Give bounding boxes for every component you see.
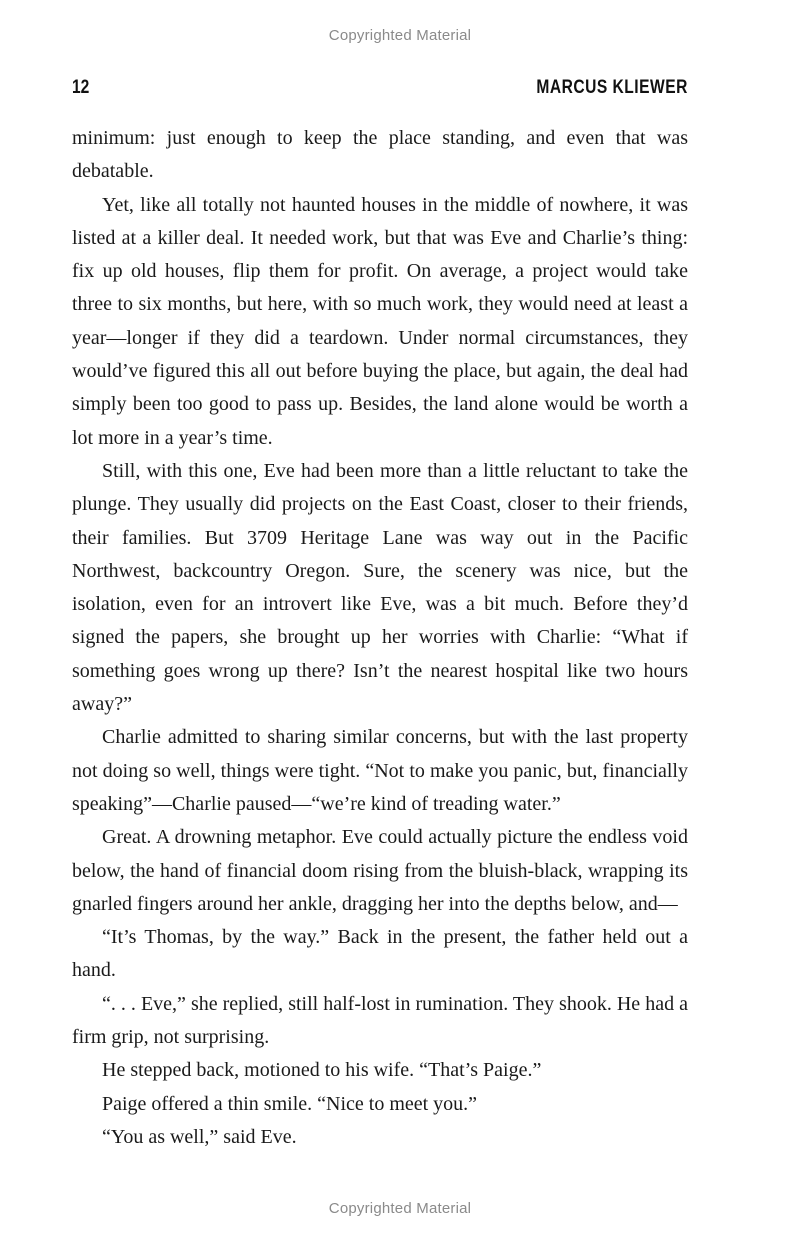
paragraph: Yet, like all totally not haunted houses in the middle of nowhere, it was listed at a killer deal. It needed work, but that was Eve and Charlie’s thing: fix up old houses, flip them for profit. On average, a project would take three to six months, but here, with so much work, they would need at least a year—longer if they did a teardown. Under normal circumstances, they would’ve figured this all out before buying the place, but again, the deal had simply been too good to pass up. Besides, the land alone would be worth a lot more in a year’s time. [72,193,688,449]
running-head [72,74,688,102]
paragraph-continued: minimum: just enough to keep the place standing, and even that was debatable. [72,127,688,183]
paragraph: He stepped back, motioned to his wife. “That’s Paige.” [102,1059,542,1082]
paragraph: Great. A drowning metaphor. Eve could actually picture the endless void below, the hand of financial doom rising from the bluish-black, wrapping its gnarled fingers around her ankle, dragging her into the depths below, and— [72,826,688,915]
paragraph: Still, with this one, Eve had been more than a little reluctant to take the plunge. They usually did projects on the East Coast, closer to their friends, their families. But 3709 Heritage Lane was way out in the Pacific Northwest, backcountry Oregon. Sure, the scenery was nice, but the isolation, even for an introvert like Eve, was a bit much. Before they’d signed the papers, she brought up her worries with Charlie: “What if something goes wrong up there? Isn’t the nearest hospital like two hours away?” [72,459,688,716]
paragraph: “You as well,” said Eve. [102,1125,297,1148]
author-name: MARCUS KLIEWER [536,77,688,98]
paragraph: “. . . Eve,” she replied, still half-lost in rumination. They shook. He had a firm grip, not surprising. [72,992,688,1049]
paragraph: Charlie admitted to sharing similar concerns, but with the last property not doing so well, things were tight. “Not to make you panic, but, financially speaking”—Charlie paused—“we’re kind of treading water.” [72,726,688,815]
copyright-watermark-top: Copyrighted Material [328,27,472,44]
copyright-watermark-bottom: Copyrighted Material [328,1200,472,1217]
body-text [72,122,688,1154]
paragraph: Paige offered a thin smile. “Nice to meet you.” [102,1092,478,1115]
paragraph: “It’s Thomas, by the way.” Back in the present, the father held out a hand. [72,926,688,982]
page-number: 12 [72,77,90,98]
